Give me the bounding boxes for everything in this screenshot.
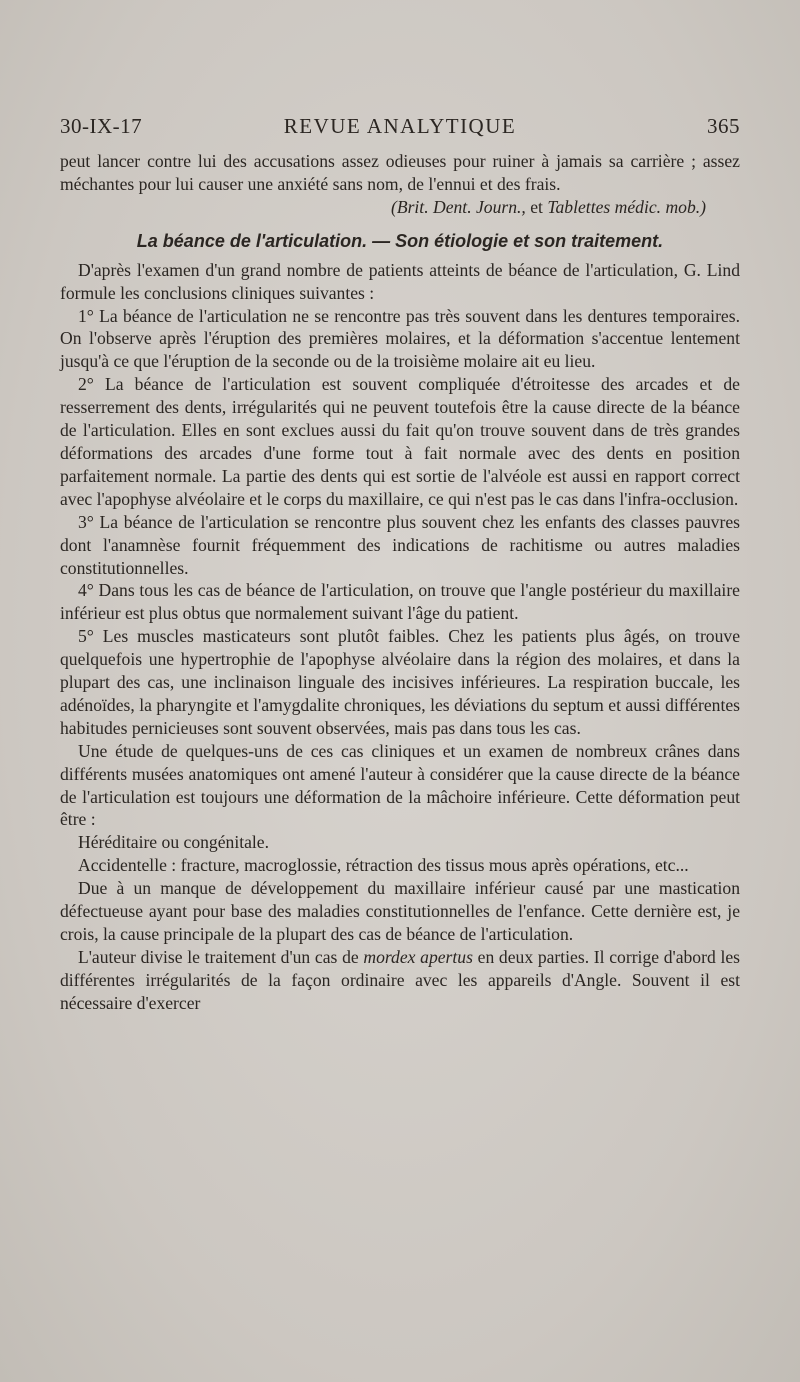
last-paragraph-end: en deux parties. Il corrige d'abord les différentes irrégularités de la façon ordinaire avec les appareils d'Angle. Souvent il est nécessaire d'exercer [60, 946, 740, 1013]
body-text [60, 150, 740, 1015]
intro-paragraph: peut lancer contre lui des accusations assez odieuses pour ruiner à jamais sa carrière ; assez méchantes pour lui causer une anxiété sans nom, de l'ennui et des frais. [60, 151, 740, 194]
source-journal-1: (Brit. Dent. Journ., [390, 196, 526, 217]
article-title: La béance de l'articulation. — Son étiologie et son traitement. [136, 230, 664, 251]
paragraph: Héréditaire ou congénitale. [78, 832, 269, 853]
paragraph: 2° La béance de l'articulation est souvent compliquée d'étroitesse des arcades et de resserrement des dents, irrégularités qui ne peuvent toutefois être la cause directe de la béance de l'articulation. Elles en sont exclues aussi du fait qu'on trouve souvent dans de très grandes déformations des arcades d'une forme tout à fait normale avec des dents en position parfaitement normale. La partie des dents qui est sortie de l'alvéole est aussi en rapport correct avec l'apophyse alvéolaire et le corps du maxillaire, ce qui n'est pas le cas dans l'infra-occlusion. [60, 374, 740, 509]
issue-date: 30-IX-17 [60, 114, 143, 138]
source-citation [60, 196, 740, 219]
paragraph: 5° Les muscles masticateurs sont plutôt faibles. Chez les patients plus âgés, on trouve quelquefois une hypertrophie de l'apophyse alvéolaire dans la région des molaires, et dans la plupart des cas, une inclinaison linguale des incisives inférieures. La respiration buccale, les adénoïdes, la pharyngite et l'amygdalite chroniques, les déviations du septum et aussi différentes habitudes pernicieuses sont souvent observées, mais pas dans tous les cas. [60, 626, 740, 738]
last-paragraph [60, 946, 740, 1015]
paragraph: D'après l'examen d'un grand nombre de patients atteints de béance de l'articulation, G. Lind formule les conclusions cliniques suivantes : [60, 259, 740, 303]
latin-term: mordex apertus [363, 946, 473, 967]
paragraph: 3° La béance de l'articulation se rencontre plus souvent chez les enfants des classes pauvres dont l'anamnèse fournit fréquemment des indications de rachitisme ou autres maladies constitutionnelles. [60, 511, 740, 578]
source-journal-2: Tablettes médic. mob.) [547, 196, 706, 217]
paragraph: Accidentelle : fracture, macroglossie, rétraction des tissus mous après opérations, etc... [78, 855, 689, 876]
journal-section-title: REVUE ANALYTIQUE [283, 114, 517, 138]
running-head [60, 110, 740, 144]
paragraph: Une étude de quelques-uns de ces cas cliniques et un examen de nombreux crânes dans différents musées anatomiques ont amené l'auteur à considérer que la cause directe de la béance de l'articulation est toujours une déformation de la mâchoire inférieure. Cette déformation peut être : [60, 740, 740, 830]
paragraph: 4° Dans tous les cas de béance de l'articulation, on trouve que l'angle postérieur du maxillaire inférieur est plus obtus que normalement suivant l'âge du patient. [60, 580, 740, 624]
last-paragraph-start: L'auteur divise le traitement d'un cas de [78, 946, 364, 967]
source-conjunction: et [525, 196, 548, 217]
paragraph: 1° La béance de l'articulation ne se rencontre pas très souvent dans les dentures temporaires. On l'observe après l'éruption des premières molaires, et la déformation s'accentue lentement jusqu'à ce que l'éruption de la seconde ou de la troisième molaire ait eu lieu. [60, 305, 740, 372]
page-number: 365 [707, 114, 740, 138]
paragraph: Due à un manque de développement du maxillaire inférieur causé par une mastication défectueuse ayant pour base des maladies constitutionnelles de l'enfance. Cette dernière est, je crois, la cause principale de la plupart des cas de béance de l'articulation. [60, 878, 740, 944]
